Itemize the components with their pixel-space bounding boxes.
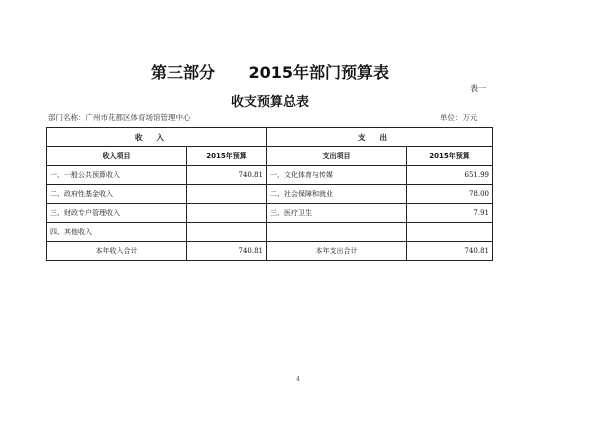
expense-value [407, 223, 493, 242]
section-header-row [47, 128, 493, 147]
table-subtitle: 收支预算总表 [230, 95, 309, 110]
income-item: 四、其他收入 [47, 223, 187, 242]
expense-value: 7.91 [407, 204, 493, 223]
expense-item: 二、社会保障和就业 [267, 185, 407, 204]
income-item: 一、一般公共预算收入 [47, 166, 187, 185]
unit-label: 单位：万元 [440, 113, 478, 122]
page-title: 第三部分 2015年部门预算表 [151, 63, 389, 82]
income-value [187, 185, 267, 204]
table-row [47, 223, 493, 242]
income-value [187, 204, 267, 223]
income-section-header: 收入 [47, 128, 267, 147]
expense-value: 651.99 [407, 166, 493, 185]
total-row [47, 242, 493, 261]
income-item: 三、财政专户管理收入 [47, 204, 187, 223]
table-number: 表一 [470, 84, 486, 93]
expense-item-header: 支出项目 [267, 147, 407, 166]
column-header-row [47, 147, 493, 166]
table-row [47, 185, 493, 204]
expense-value: 78.00 [407, 185, 493, 204]
expense-total-label: 本年支出合计 [267, 242, 407, 261]
page-number: 4 [296, 376, 300, 383]
income-value [187, 223, 267, 242]
expense-total-value: 740.81 [407, 242, 493, 261]
table-row [47, 204, 493, 223]
income-value: 740.81 [187, 166, 267, 185]
table-row [47, 166, 493, 185]
expense-item: 三、医疗卫生 [267, 204, 407, 223]
income-item-header: 收入项目 [47, 147, 187, 166]
expense-budget-header: 2015年预算 [407, 147, 493, 166]
income-budget-header: 2015年预算 [187, 147, 267, 166]
expense-item [267, 223, 407, 242]
budget-table [46, 127, 493, 261]
expense-section-header: 支出 [267, 128, 493, 147]
department-name: 部门名称：广州市花都区体育场馆管理中心 [48, 113, 191, 122]
income-total-label: 本年收入合计 [47, 242, 187, 261]
income-item: 二、政府性基金收入 [47, 185, 187, 204]
income-total-value: 740.81 [187, 242, 267, 261]
expense-item: 一、文化体育与传媒 [267, 166, 407, 185]
